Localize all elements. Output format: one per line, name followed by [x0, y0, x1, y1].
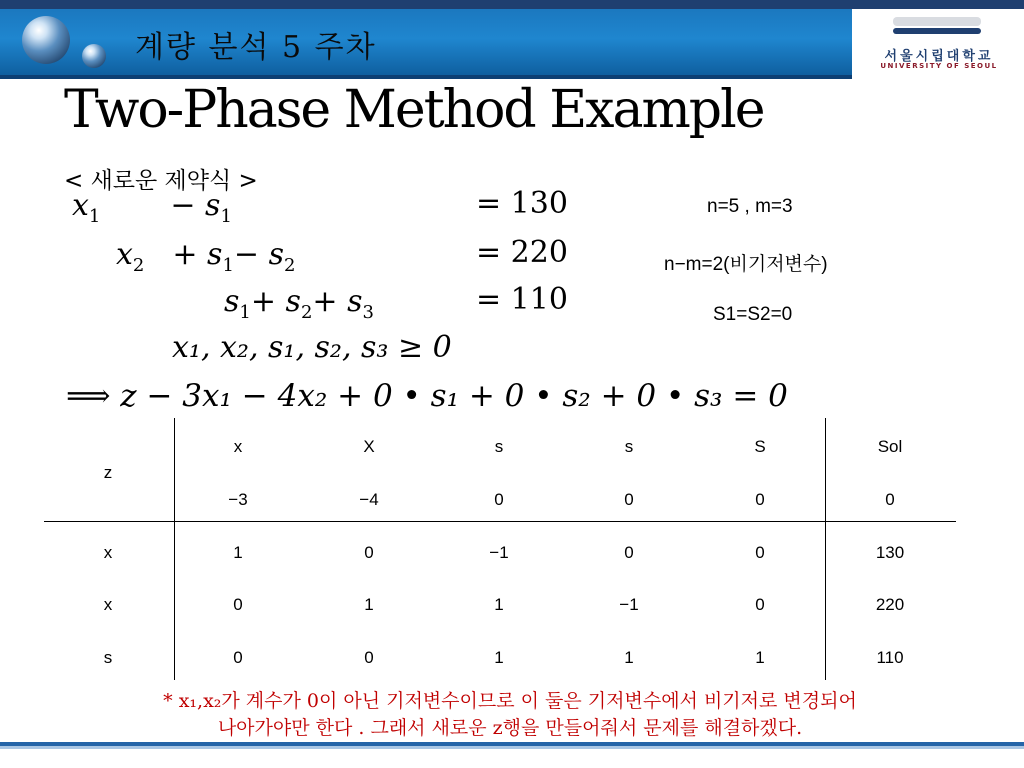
eq3-s1: s [224, 284, 240, 319]
eq2-s1: + s [172, 237, 223, 272]
table-cell: 0 [624, 543, 634, 562]
eq2-x2: x [116, 237, 133, 272]
eq1-x1-sub: 1 [88, 206, 101, 227]
table-cell: 0 [755, 595, 765, 614]
table-cell: 1 [494, 648, 504, 667]
table-cell: 0 [233, 648, 243, 667]
eq3-s3-sub: 3 [362, 302, 374, 323]
header-band [0, 9, 852, 75]
note-n-m: n=5 , m=3 [707, 196, 793, 217]
equation-row-1 [72, 188, 232, 227]
eq3-s1-sub: 1 [239, 302, 251, 323]
header-cell: s [494, 437, 504, 456]
table-cell: 220 [875, 595, 905, 614]
table-cell: 0 [755, 543, 765, 562]
table-cell: 1 [494, 595, 504, 614]
header-cell: S [754, 437, 766, 456]
header-cell: Sol [877, 437, 903, 456]
note-nonbasic: n−m=2(비기저변수) [664, 254, 828, 275]
table-cell: 1 [755, 648, 765, 667]
table-cell: 1 [233, 543, 243, 562]
eq3-s3: + s [312, 284, 363, 319]
table-cell: 0 [624, 490, 634, 509]
table-cell: 1 [624, 648, 634, 667]
eq3-s2: + s [250, 284, 301, 319]
equation-rhs-1: = 130 [476, 186, 568, 221]
nonnegativity-constraint: x₁, x₂, s₁, s₂, s₃ ≥ 0 [172, 330, 452, 365]
table-cell: 0 [364, 543, 374, 562]
table-cell: 130 [875, 543, 905, 562]
table-cell: −4 [359, 490, 379, 509]
table-cell: 0 [364, 648, 374, 667]
bottom-border-light [0, 746, 1024, 749]
z-row-label: z [103, 463, 113, 482]
table-cell: −1 [619, 595, 639, 614]
header-cell: s [624, 437, 634, 456]
table-left-divider [174, 418, 175, 680]
eq2-x2-sub: 2 [132, 255, 145, 276]
objective-equation: ⟹ z − 3x₁ − 4x₂ + 0 • s₁ + 0 • s₂ + 0 • s₃ = 0 [66, 378, 788, 414]
equation-row-2 [116, 237, 295, 276]
subheading: < 새로운 제약식 > [64, 168, 258, 194]
logo-emblem-icon [893, 17, 981, 26]
footer-note-line-1: * x₁,x₂가 계수가 0이 아닌 기저변수이므로 이 둘은 기저변수에서 비기저로 변경되어 [163, 690, 857, 712]
eq3-s2-sub: 2 [300, 302, 313, 323]
table-cell: 110 [876, 648, 904, 667]
eq2-s1-sub: 1 [222, 255, 234, 276]
table-cell: 0 [755, 490, 765, 509]
logo-subtitle: UNIVERSITY OF SEOUL [880, 62, 998, 70]
table-cell: 0 [885, 490, 895, 509]
header-band-edge [0, 75, 852, 79]
logo-emblem-stripe-icon [893, 28, 981, 34]
table-cell: 0 [494, 490, 504, 509]
large-orb-icon [22, 16, 70, 64]
logo-name: 서울시립대학교 [884, 49, 994, 64]
header-cell: X [363, 437, 375, 456]
table-cell: −3 [228, 490, 248, 509]
top-border [0, 0, 1024, 9]
row-label: s [103, 648, 113, 667]
table-right-divider [825, 418, 826, 680]
footer-note-line-2: 나아가야만 한다 . 그래서 새로운 z행을 만들어줘서 문제를 해결하겠다. [217, 717, 803, 739]
header-cell: x [233, 437, 243, 456]
table-row-divider [44, 521, 956, 522]
note-s1-s2: S1=S2=0 [713, 304, 793, 325]
table-cell: 0 [233, 595, 243, 614]
slide-title: Two-Phase Method Example [64, 80, 764, 140]
row-label: x [103, 543, 113, 562]
equation-rhs-3: = 110 [476, 282, 568, 317]
eq2-s2-sub: 2 [283, 255, 296, 276]
row-label: x [103, 595, 113, 614]
eq1-s1: − s [170, 188, 221, 223]
eq1-s1-sub: 1 [220, 206, 232, 227]
equation-row-3 [224, 284, 374, 323]
equation-rhs-2: = 220 [476, 235, 568, 270]
table-cell: −1 [489, 543, 509, 562]
eq1-x1: x [72, 188, 89, 223]
eq2-s2: − s [233, 237, 284, 272]
small-orb-icon [82, 44, 106, 68]
table-cell: 1 [364, 595, 374, 614]
header-title: 계량 분석 5 주차 [135, 30, 377, 65]
